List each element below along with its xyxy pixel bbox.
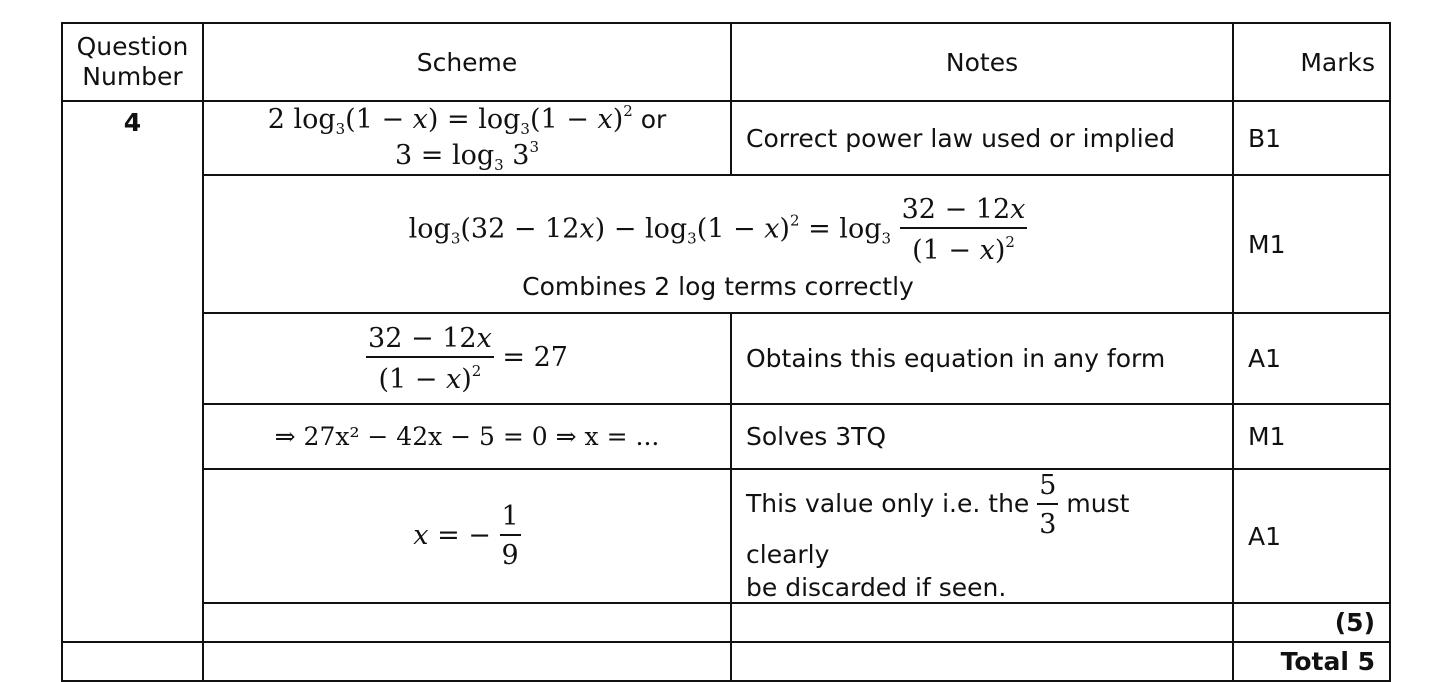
subtotal-marks: (5) [1233, 603, 1390, 642]
scheme-cell [203, 101, 731, 175]
empty-cell [731, 642, 1233, 681]
power-law-expression: 2 $\log_3(1 - x) = \log_3(1 - x)^2$ [267, 102, 633, 138]
note-cell: Solves 3TQ [731, 404, 1233, 469]
question-number: 4 [62, 101, 203, 642]
subtotal-row [62, 603, 1390, 642]
mark-cell: B1 [1233, 101, 1390, 175]
header-question-number: Question Number [62, 23, 203, 101]
equation-expression: $\frac{32 - 12x}{(1 - x)^2}$ = 27 [368, 322, 568, 395]
log-identity-expression: $3 = \log_3 3^3$ [395, 138, 539, 174]
note-line-1: This value only i.e. the $\frac{5}{3}$ must clearly [746, 470, 1130, 569]
header-scheme: Scheme [203, 23, 731, 101]
scheme-cell [203, 469, 731, 603]
empty-cell [731, 603, 1233, 642]
mark-cell: A1 [1233, 313, 1390, 404]
mark-cell: A1 [1233, 469, 1390, 603]
header-row [62, 23, 1390, 101]
scheme-or-text: or [640, 105, 667, 134]
scheme-cell: ⇒ 27x² − 42x − 5 = 0 ⇒ x = ... [203, 404, 731, 469]
total-marks: Total 5 [1233, 642, 1390, 681]
scheme-cell [203, 175, 1233, 313]
note-cell: Obtains this equation in any form [731, 313, 1233, 404]
table-row [62, 404, 1390, 469]
scheme-cell [203, 313, 731, 404]
note-cell: Correct power law used or implied [731, 101, 1233, 175]
mark-cell: M1 [1233, 404, 1390, 469]
note-text: Combines 2 log terms correctly [522, 271, 914, 301]
five-thirds-fraction: $\frac{5}{3}$ [1039, 470, 1057, 540]
total-row [62, 642, 1390, 681]
empty-cell [62, 642, 203, 681]
note-line-2: be discarded if seen. [746, 573, 1007, 602]
empty-cell [203, 603, 731, 642]
mark-scheme-table [61, 22, 1391, 682]
log-fraction: $\frac{32 - 12x}{(1 - x)^2}$ [901, 193, 1026, 266]
mark-cell: M1 [1233, 175, 1390, 313]
table-row [62, 313, 1390, 404]
table-row [62, 175, 1390, 313]
table-row [62, 469, 1390, 603]
note-cell [731, 469, 1233, 603]
header-notes: Notes [731, 23, 1233, 101]
combined-log-expression: $\log_3(32 - 12x) - \log_3(1 - x)^2 = \log_3$ $\frac{32 - 12x}{(1 - x)^2}$ [408, 193, 1026, 266]
table-row [62, 101, 1390, 175]
header-marks: Marks [1233, 23, 1390, 101]
solution-expression: x = − $\frac{1}{9}$ [413, 501, 519, 571]
empty-cell [203, 642, 731, 681]
